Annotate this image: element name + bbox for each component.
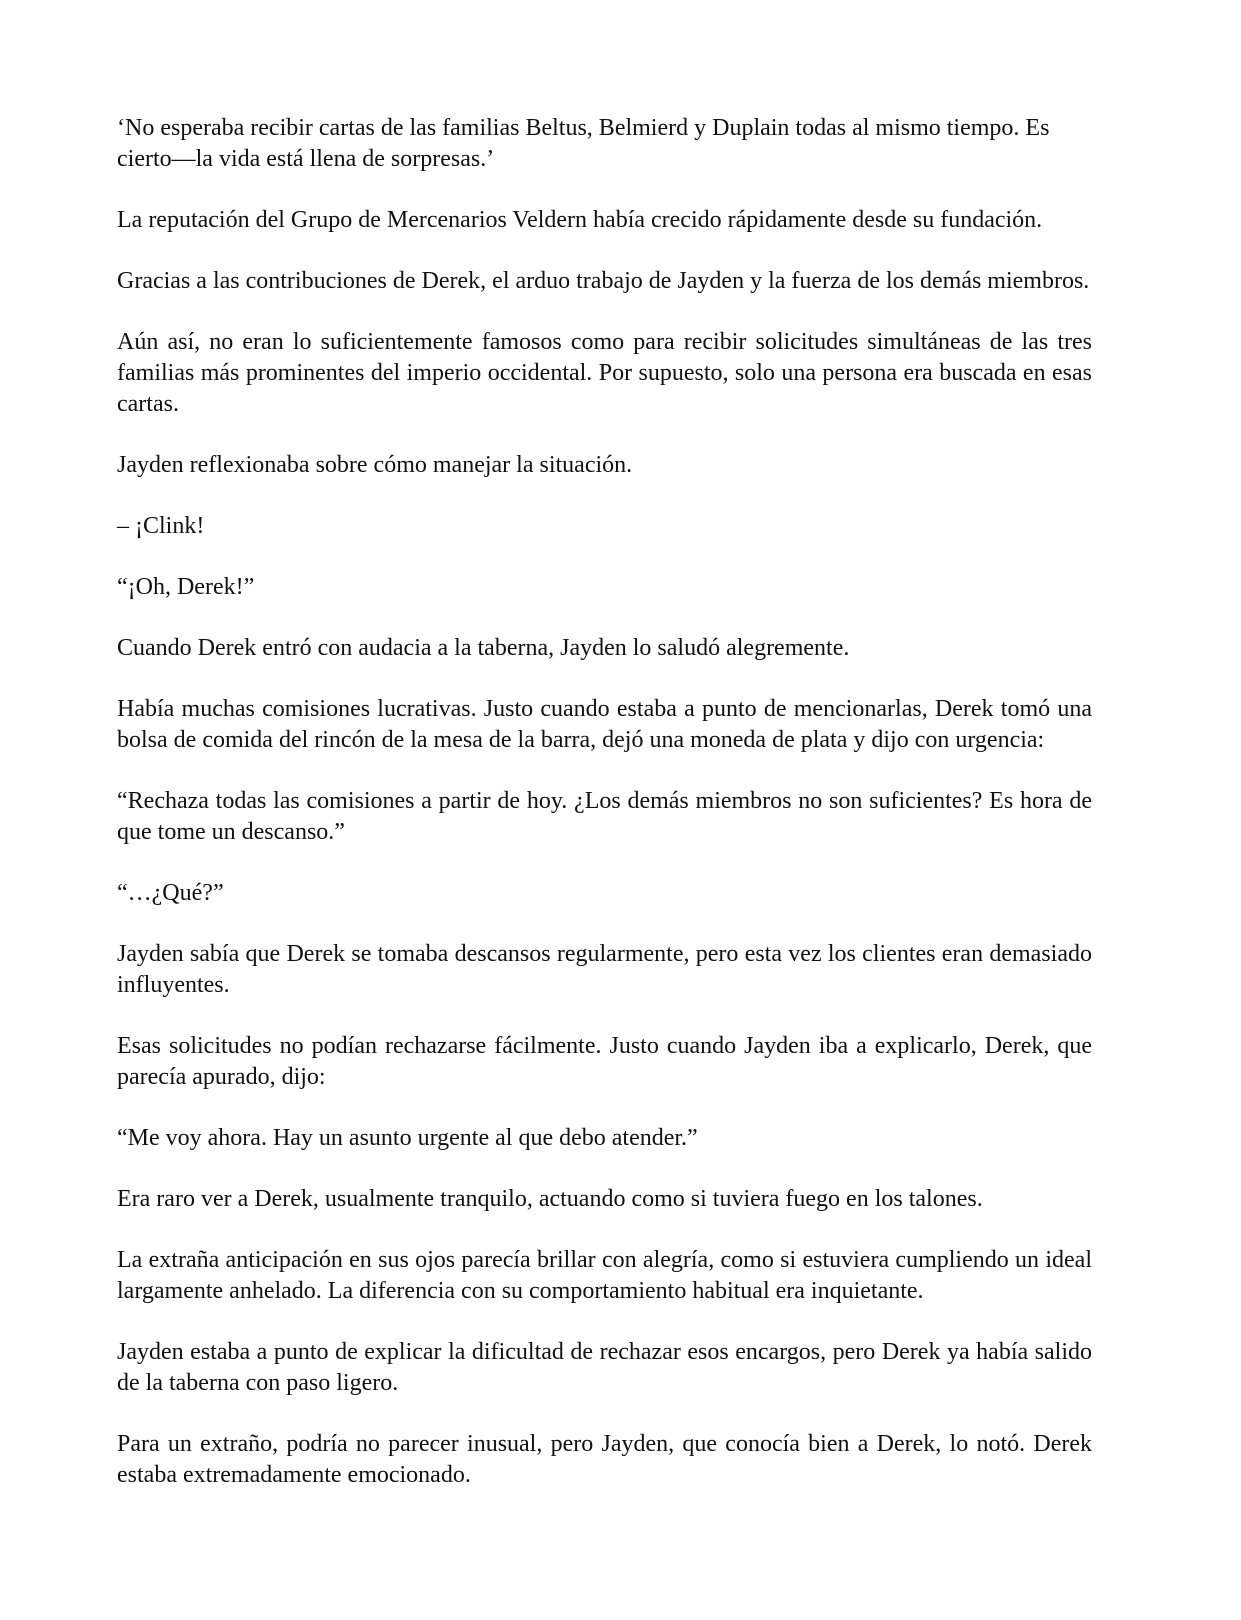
- paragraph-15: Era raro ver a Derek, usualmente tranquilo, actuando como si tuviera fuego en los talones.: [117, 1186, 983, 1212]
- paragraph-18: Para un extraño, podría no parecer inusual, pero Jayden, que conocía bien a Derek, lo notó. Derek estaba extremadamente emocionado.: [117, 1431, 1092, 1488]
- paragraph-3: Gracias a las contribuciones de Derek, el arduo trabajo de Jayden y la fuerza de los demás miembros.: [117, 268, 1090, 294]
- paragraph-12: Jayden sabía que Derek se tomaba descansos regularmente, pero esta vez los clientes eran demasiado influyentes.: [117, 941, 1092, 998]
- paragraph-7: “¡Oh, Derek!”: [117, 574, 255, 600]
- paragraph-4: Aún así, no eran lo suficientemente famosos como para recibir solicitudes simultáneas de las tres familias más prominentes del imperio occidental. Por supuesto, solo una persona era buscada en esas cartas.: [117, 329, 1092, 417]
- paragraph-2: La reputación del Grupo de Mercenarios Veldern había crecido rápidamente desde su fundación.: [117, 207, 1043, 233]
- paragraph-11: “…¿Qué?”: [117, 880, 224, 906]
- paragraph-1: ‘No esperaba recibir cartas de las familias Beltus, Belmierd y Duplain todas al mismo tiempo. Es cierto—la vida está llena de sorpresas.’: [117, 115, 1050, 172]
- paragraph-13: Esas solicitudes no podían rechazarse fácilmente. Justo cuando Jayden iba a explicarlo, Derek, que parecía apurado, dijo:: [117, 1033, 1092, 1090]
- paragraph-10: “Rechaza todas las comisiones a partir de hoy. ¿Los demás miembros no son suficientes? Es hora de que tome un descanso.”: [117, 788, 1092, 845]
- document-page: [117, 113, 1092, 1491]
- paragraph-8: Cuando Derek entró con audacia a la taberna, Jayden lo saludó alegremente.: [117, 635, 850, 661]
- paragraph-14: “Me voy ahora. Hay un asunto urgente al que debo atender.”: [117, 1125, 698, 1151]
- paragraph-16: La extraña anticipación en sus ojos parecía brillar con alegría, como si estuviera cumpliendo un ideal largamente anhelado. La diferencia con su comportamiento habitual era inquietante.: [117, 1247, 1092, 1304]
- paragraph-9: Había muchas comisiones lucrativas. Justo cuando estaba a punto de mencionarlas, Derek tomó una bolsa de comida del rincón de la mesa de la barra, dejó una moneda de plata y dijo con urgencia:: [117, 696, 1092, 753]
- paragraph-5: Jayden reflexionaba sobre cómo manejar la situación.: [117, 452, 633, 478]
- paragraph-6: – ¡Clink!: [117, 513, 205, 539]
- paragraph-17: Jayden estaba a punto de explicar la dificultad de rechazar esos encargos, pero Derek ya había salido de la taberna con paso ligero.: [117, 1339, 1092, 1396]
